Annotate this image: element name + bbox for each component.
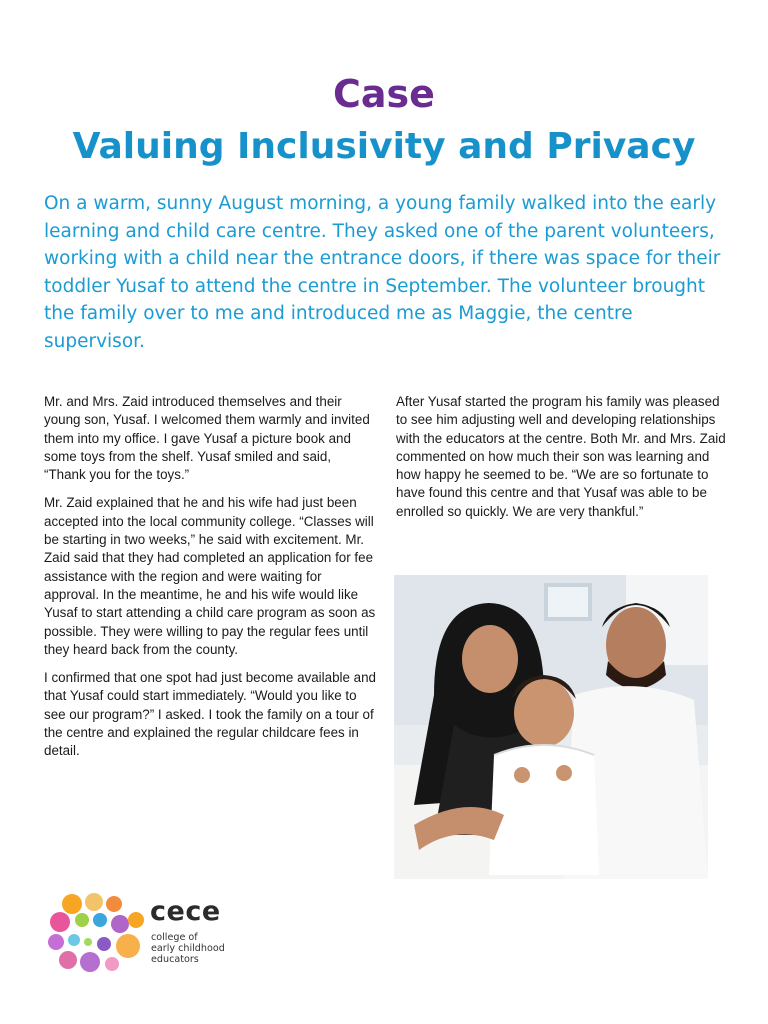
logo-tagline-line: college of [151,932,198,943]
cece-logo [46,890,246,980]
intro-paragraph: On a warm, sunny August morning, a young family walked into the early learning and child care centre. They asked one of the parent volunteers, working with a child near the entrance doors, if there was space for their toddler Yusaf to attend the centre in September. The volunteer brought the family over to me and introduced me as Maggie, the centre supervisor. [44,193,721,352]
logo-tagline [151,932,251,965]
cece-logo-icon [46,890,146,978]
case-label: Case [333,72,435,116]
body-paragraph: Mr. Zaid explained that he and his wife had just been accepted into the local community college. “Classes will be starting in two weeks,” he said with excitement. Mr. Zaid said that they had completed an application for fee assistance with the region and were waiting for approval. In the meantime, he and his wife would like Yusaf to start attending a child care program as soon as possible. They were willing to pay the regular fees until they heard back from the county. [44,495,376,657]
family-photo [394,575,708,879]
body-column-right [396,393,726,531]
family-photo-illustration [394,575,708,879]
body-column-left [44,393,376,771]
body-paragraph: Mr. and Mrs. Zaid introduced themselves and their young son, Yusaf. I welcomed them warmly and invited them into my office. I gave Yusaf a picture book and some toys from the shelf. Yusaf smiled and said, “Thank you for the toys.” [44,394,370,483]
logo-tagline-line: early childhood [151,943,225,954]
page-title: Valuing Inclusivity and Privacy [72,126,696,167]
logo-tagline-line: educators [151,954,199,965]
body-paragraph: After Yusaf started the program his family was pleased to see him adjusting well and developing relationships with the educators at the centre. Both Mr. and Mrs. Zaid commented on how much their son was learning and how happy he seemed to be. “We are so fortunate to have found this centre and that Yusaf was able to be enrolled so quickly. We are very thankful.” [396,394,726,519]
logo-wordmark: cece [150,896,221,927]
body-paragraph: I confirmed that one spot had just become available and that Yusaf could start immediately. “Would you like to see our program?” I asked. I took the family on a tour of the centre and explained the regular childcare fees in detail. [44,670,377,759]
